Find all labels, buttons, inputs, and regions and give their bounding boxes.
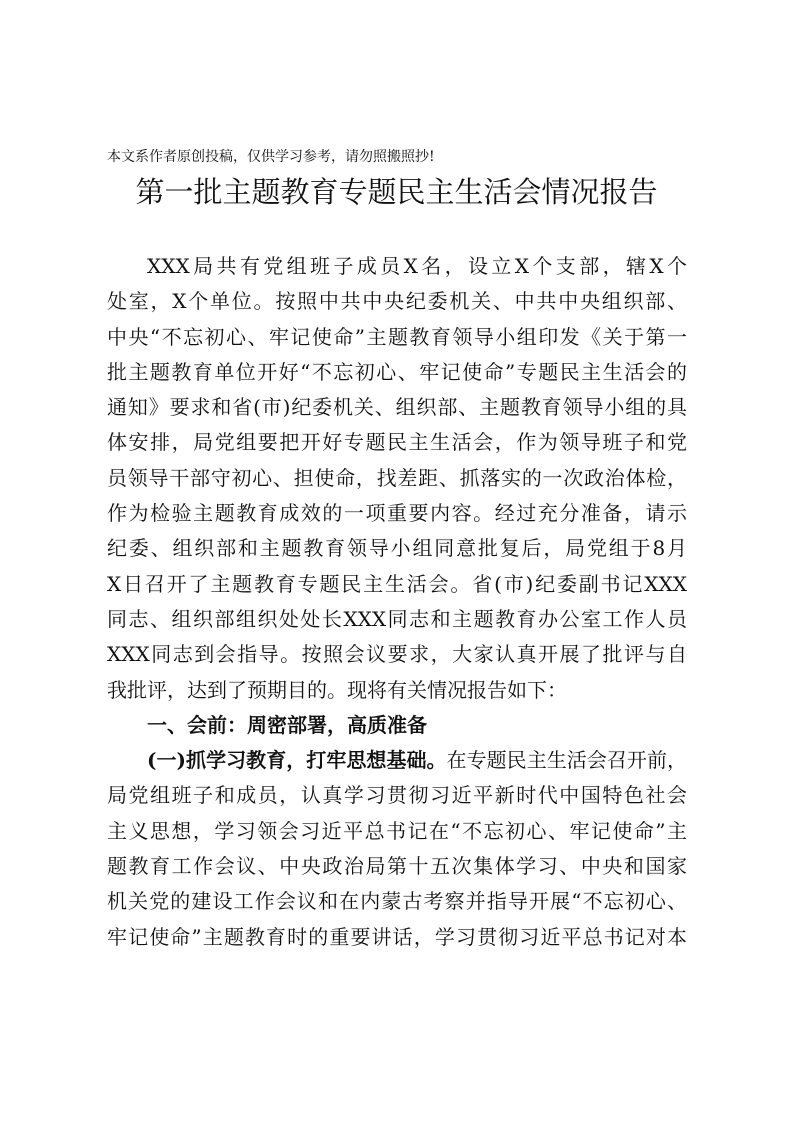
paragraph-line: 通知》要求和省(市)纪委机关、组织部、主题教育领导小组的具 xyxy=(107,395,687,420)
paragraph-line: 处室，X个单位。按照中共中央纪委机关、中共中央组织部、 xyxy=(107,289,687,314)
paragraph-line: 员领导干部守初心、担使命，找差距、抓落实的一次政治体检， xyxy=(107,465,687,490)
disclaimer-note: 本文系作者原创投稿，仅供学习参考，请勿照搬照抄! xyxy=(107,149,435,165)
paragraph-line xyxy=(107,743,687,778)
paragraph-line: X日召开了主题教育专题民主生活会。省(市)纪委副书记XXX xyxy=(107,571,687,596)
paragraph-line: 主义思想，学习领会习近平总书记在“不忘初心、牢记使命”主 xyxy=(107,818,687,843)
paragraph-line: 体安排，局党组要把开好专题民主生活会，作为领导班子和党 xyxy=(107,430,687,455)
document-body xyxy=(107,249,687,955)
subsection-lead: (一)抓学习教育，打牢思想基础。 xyxy=(147,748,447,773)
paragraph-line: 纪委、组织部和主题教育领导小组同意批复后，局党组于8月 xyxy=(107,536,687,561)
intro-paragraph xyxy=(107,249,687,708)
paragraph-line: 牢记使命”主题教育时的重要讲话，学习贯彻习近平总书记对本 xyxy=(107,924,687,949)
paragraph-line: XXX同志到会指导。按照会议要求，大家认真开展了批评与自 xyxy=(107,642,687,667)
paragraph-line: XXX局共有党组班子成员X名，设立X个支部，辖X个 xyxy=(147,254,687,278)
paragraph-line: 作为检验主题教育成效的一项重要内容。经过充分准备，请示 xyxy=(107,501,687,526)
section-heading: 一、会前：周密部署，高质准备 xyxy=(147,712,427,737)
paragraph-line: 机关党的建设工作会议和在内蒙古考察并指导开展“不忘初心、 xyxy=(107,889,687,914)
document-title: 第一批主题教育专题民主生活会情况报告 xyxy=(135,175,658,209)
subsection-paragraph xyxy=(107,743,687,955)
paragraph-line-text: 在专题民主生活会召开前， xyxy=(446,748,687,773)
paragraph-line: 我批评，达到了预期目的。现将有关情况报告如下： xyxy=(107,677,567,702)
paragraph-line: 中央“不忘初心、牢记使命”主题教育领导小组印发《关于第一 xyxy=(107,324,687,349)
paragraph-line: 同志、组织部组织处处长XXX同志和主题教育办公室工作人员 xyxy=(107,606,687,631)
paragraph-line: 批主题教育单位开好“不忘初心、牢记使命”专题民主生活会的 xyxy=(107,359,687,384)
paragraph-line: 局党组班子和成员，认真学习贯彻习近平新时代中国特色社会 xyxy=(107,783,687,808)
paragraph-line: 题教育工作会议、中央政治局第十五次集体学习、中央和国家 xyxy=(107,854,687,879)
